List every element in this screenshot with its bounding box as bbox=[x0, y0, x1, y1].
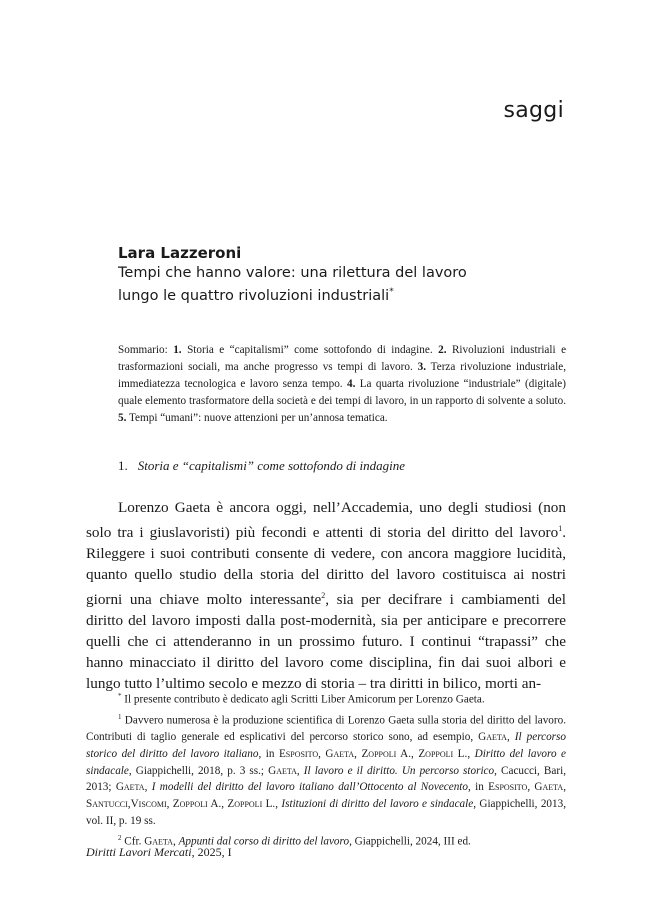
summary-item-3-number: 3. bbox=[417, 361, 427, 373]
footnote-1-work-4: I modelli del diritto del lavoro italiano dall’Ottocento al Novecento bbox=[151, 781, 469, 794]
footnote-1-text-6: , bbox=[296, 764, 304, 777]
summary-item-2-text: Rivoluzioni industriali e trasformazioni sociali, ma anche progresso vs tempi di lavoro. bbox=[118, 344, 567, 373]
section-heading bbox=[118, 458, 405, 474]
footnote-1-text-4: , bbox=[467, 747, 475, 760]
footnote-1-author-1: Gaeta bbox=[478, 731, 507, 744]
footnotes bbox=[86, 688, 566, 850]
article-title-line-1: Tempi che hanno valore: una rilettura del lavoro bbox=[118, 265, 467, 281]
footnote-1-text-2: , bbox=[506, 731, 515, 744]
article-title-line-2 bbox=[118, 283, 538, 306]
footnote-2-text-3: , Giappichelli, 2024, III ed. bbox=[349, 835, 471, 848]
title-footnote-mark: * bbox=[389, 287, 394, 297]
summary bbox=[118, 342, 566, 427]
summary-item-4-number: 4. bbox=[346, 378, 356, 390]
summary-item-1-number: 1. bbox=[173, 344, 182, 356]
footnote-1-text-7: , Cacucci, Bari, 2013; bbox=[86, 764, 566, 794]
footnote-1-text-3: , in bbox=[258, 747, 279, 760]
running-footer bbox=[86, 845, 232, 860]
summary-item-5-text: Tempi “umani”: nuove attenzioni per un’annosa tematica. bbox=[129, 412, 388, 424]
footnote-1-author-3: Gaeta bbox=[268, 764, 297, 777]
body-text-part-3: , sia per decifrare i cambiamenti del diritto del lavoro imposti dalla post-modernità, sia per anticipare e precorrere quelli che ci attenderanno in un prossimo futuro. I continui “trapassi” che hanno minacciato il diritto del lavoro come disciplina, fin dai suoi albori e lungo tutto l’ultimo secolo e mezzo di storia – tra diritti in bilico, morti an- bbox=[86, 591, 566, 693]
summary-item-1-text: Storia e “capitalismi” come sottofondo di indagine. bbox=[187, 344, 433, 356]
footnote-1-author-4: Gaeta bbox=[115, 781, 145, 794]
body-text-part-1: Lorenzo Gaeta è ancora oggi, nell’Accademia, uno degli studiosi (non solo tra i giuslavoristi) più fecondi e attenti di storia del diritto del lavoro bbox=[86, 499, 566, 542]
footnote-1-work-3: Il lavoro e il diritto. Un percorso storico bbox=[303, 764, 495, 777]
footnote-1-mark: 1 bbox=[118, 712, 122, 721]
footnote-1-author-2: Esposito, Gaeta, Zoppoli A., Zoppoli L. bbox=[278, 747, 468, 760]
footnote-1-text-10: , bbox=[275, 798, 282, 811]
footnote-1-text-1: Davvero numerosa è la produzione scientifica di Lorenzo Gaeta sulla storia del diritto del lavoro. Contributi di taglio generale ed esplicativi del percorso storico sono, ad esempio, bbox=[86, 714, 567, 744]
journal-issue: , 2025, I bbox=[191, 845, 232, 859]
footnote-ref-2[interactable]: 2 bbox=[321, 591, 326, 601]
article-title-line-2-text: lungo le quattro rivoluzioni industriali bbox=[118, 287, 390, 304]
article-title bbox=[118, 264, 538, 306]
footnote-1-work-1: Il percorso storico del diritto del lavoro italiano bbox=[86, 731, 566, 760]
footnote-2-mark: 2 bbox=[118, 833, 122, 842]
footnote-2-text-2: , bbox=[172, 835, 179, 848]
summary-item-2-number: 2. bbox=[438, 344, 447, 356]
footnote-star-text: Il presente contributo è dedicato agli Scritti Liber Amicorum per Lorenzo Gaeta. bbox=[124, 693, 485, 706]
footnote-star bbox=[86, 688, 566, 709]
footnote-1-work-5: Istituzioni di diritto del lavoro e sindacale bbox=[281, 798, 474, 811]
summary-item-4-text: La quarta rivoluzione “industriale” (digitale) quale elemento trasformatore della società e dei tempi di lavoro, in un rapporto di solvente a soluto. bbox=[118, 378, 566, 407]
footnote-ref-1[interactable]: 1 bbox=[558, 524, 563, 533]
section-heading-text: Storia e “capitalismi” come sottofondo di indagine bbox=[137, 458, 405, 473]
footnote-1-work-2: Diritto del lavoro e sindacale bbox=[86, 747, 566, 777]
footnote-2-work-1: Appunti dal corso di diritto del lavoro bbox=[178, 835, 350, 848]
body-paragraph bbox=[86, 497, 566, 694]
footnote-2-text-1: Cfr. bbox=[124, 835, 145, 848]
footnote-1-text-8: , bbox=[144, 781, 152, 794]
footnote-star-mark: * bbox=[118, 692, 122, 700]
summary-item-3-text: Terza rivoluzione industriale, immediatezza tecnologica e lavoro senza tempo. bbox=[118, 361, 567, 390]
section-tag: saggi bbox=[503, 98, 564, 123]
journal-name: Diritti Lavori Mercati bbox=[86, 845, 192, 859]
footnote-1-text-9: , in bbox=[468, 781, 489, 794]
section-heading-number: 1. bbox=[118, 458, 128, 473]
body-text-part-2: . Rileggere i suoi contributi consente di vedere, con ancora maggiore lucidità, quanto quello studio della storia del diritto del lavoro costituisca ai nostri giorni una chiave molto interessante bbox=[86, 524, 566, 609]
footnote-2-author-1: Gaeta bbox=[144, 835, 173, 848]
footnote-1-text-11: , Giappichelli, 2013, vol. II, p. 19 ss. bbox=[86, 798, 566, 828]
footnote-1 bbox=[86, 709, 566, 830]
footnote-1-text-5: , Giappichelli, 2018, p. 3 ss.; bbox=[128, 764, 269, 777]
footnote-1-author-5: Esposito, Gaeta, Santucci,Viscomi, Zoppoli A., Zoppoli L. bbox=[86, 781, 567, 811]
summary-item-5-number: 5. bbox=[118, 412, 127, 424]
summary-label: Sommario: bbox=[118, 344, 168, 356]
article-author: Lara Lazzeroni bbox=[118, 244, 242, 262]
